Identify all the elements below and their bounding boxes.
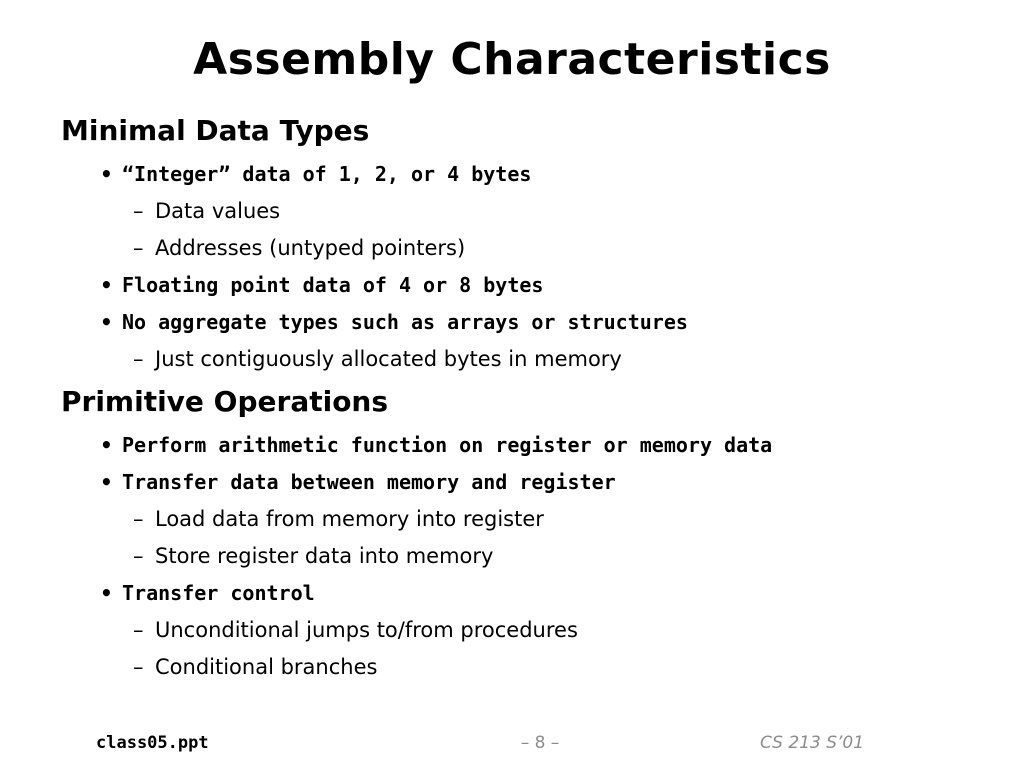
sub-item-text: Load data from memory into register (155, 507, 544, 531)
footer-filename: class05.ppt (96, 733, 209, 753)
bullet-glyph: • (100, 470, 113, 494)
sub-item (133, 347, 622, 371)
section-heading-data-types: Minimal Data Types (61, 114, 370, 147)
dash-glyph: – (133, 507, 144, 531)
sub-item-text: Store register data into memory (155, 544, 494, 568)
dash-glyph: – (133, 236, 144, 260)
bullet-item (100, 581, 315, 605)
sub-item (133, 507, 544, 531)
bullet-item (100, 470, 616, 494)
bullet-glyph: • (100, 273, 113, 297)
sub-item (133, 199, 280, 223)
dash-glyph: – (133, 544, 144, 568)
bullet-item (100, 310, 688, 334)
dash-glyph: – (133, 199, 144, 223)
sub-item (133, 655, 377, 679)
footer-course: CS 213 S’01 (760, 733, 865, 753)
dash-glyph: – (133, 618, 144, 642)
bullet-item (100, 433, 772, 457)
sub-item-text: Conditional branches (155, 655, 378, 679)
sub-item-text: Addresses (untyped pointers) (155, 236, 466, 260)
sub-item-text: Just contiguously allocated bytes in memory (155, 347, 622, 371)
bullet-text: Transfer control (122, 581, 315, 605)
bullet-text: Perform arithmetic function on register or memory data (122, 433, 773, 457)
bullet-glyph: • (100, 581, 113, 605)
sub-item-text: Data values (155, 199, 281, 223)
bullet-glyph: • (100, 162, 113, 186)
bullet-glyph: • (100, 310, 113, 334)
bullet-item (100, 162, 531, 186)
sub-item (133, 544, 493, 568)
dash-glyph: – (133, 655, 144, 679)
sub-item-text: Unconditional jumps to/from procedures (155, 618, 578, 642)
bullet-text: No aggregate types such as arrays or structures (122, 310, 688, 334)
dash-glyph: – (133, 347, 144, 371)
bullet-item (100, 273, 543, 297)
sub-item (133, 236, 465, 260)
section-heading-primitive-operations: Primitive Operations (61, 385, 389, 418)
slide-title: Assembly Characteristics (193, 34, 831, 85)
sub-item (133, 618, 578, 642)
bullet-text: “Integer” data of 1, 2, or 4 bytes (122, 162, 532, 186)
bullet-glyph: • (100, 433, 113, 457)
bullet-text: Floating point data of 4 or 8 bytes (122, 273, 544, 297)
bullet-text: Transfer data between memory and register (122, 470, 616, 494)
footer-page-number: – 8 – (520, 733, 560, 753)
